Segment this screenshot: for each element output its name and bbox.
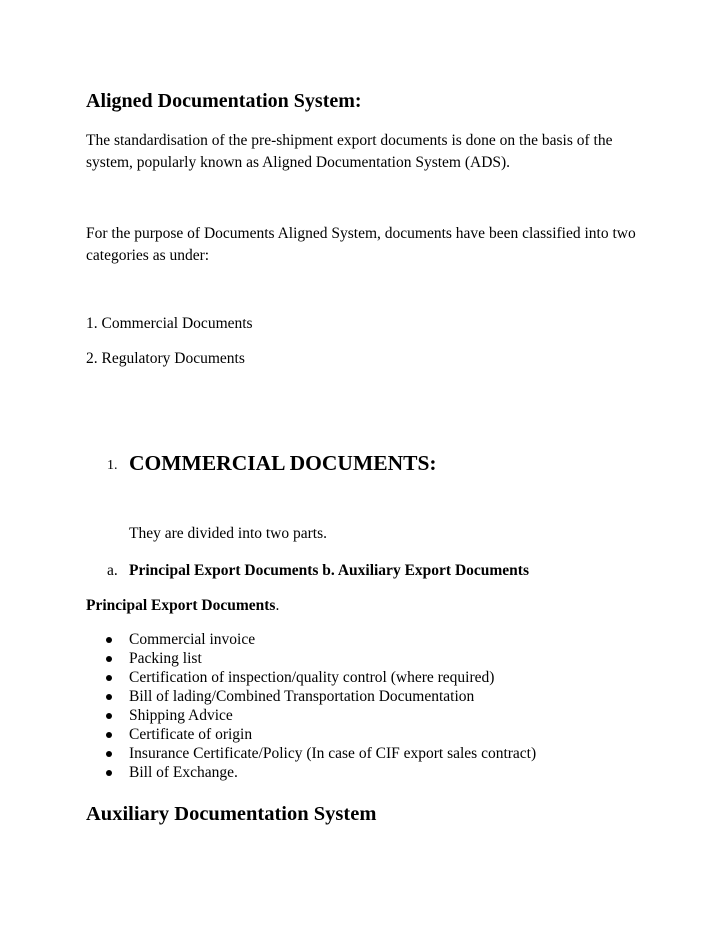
principal-docs-heading — [86, 595, 279, 617]
list-item-text: Certificate of origin — [129, 726, 253, 743]
page-title: Aligned Documentation System: — [86, 90, 362, 112]
principal-docs-heading-text: Principal Export Documents — [86, 597, 276, 614]
list-item-text: Bill of Exchange. — [129, 764, 238, 781]
section-number: 1. — [107, 458, 118, 473]
list-item-text: Insurance Certificate/Policy (In case of CIF export sales contract) — [129, 745, 537, 762]
bullet-icon — [106, 694, 112, 700]
section-title: COMMERCIAL DOCUMENTS: — [129, 451, 437, 475]
bullet-icon — [106, 713, 112, 719]
bullet-icon — [106, 770, 112, 776]
bullet-icon — [106, 732, 112, 738]
category-regulatory: 2. Regulatory Documents — [86, 350, 245, 367]
classification-paragraph: For the purpose of Documents Aligned System, documents have been classified into two categories as under: — [86, 225, 636, 264]
list-item-text: Commercial invoice — [129, 631, 256, 648]
sublist-marker: a. — [107, 562, 118, 579]
list-item-text: Certification of inspection/quality control (where required) — [129, 669, 495, 686]
category-commercial: 1. Commercial Documents — [86, 315, 253, 332]
principal-docs-heading-suffix: . — [275, 597, 280, 614]
list-item-text: Bill of lading/Combined Transportation Documentation — [129, 688, 475, 705]
list-item-text: Shipping Advice — [129, 707, 233, 724]
intro-paragraph: The standardisation of the pre-shipment export documents is done on the basis of the system, popularly known as Aligned Documentation System (ADS). — [86, 132, 613, 171]
bullet-icon — [106, 656, 112, 662]
bullet-icon — [106, 675, 112, 681]
list-item-text: Packing list — [129, 650, 202, 667]
bullet-icon — [106, 637, 112, 643]
sublist-text: Principal Export Documents b. Auxiliary Export Documents — [129, 562, 529, 579]
bullet-icon — [106, 751, 112, 757]
section-subtitle: They are divided into two parts. — [129, 525, 328, 542]
auxiliary-heading: Auxiliary Documentation System — [86, 803, 377, 825]
